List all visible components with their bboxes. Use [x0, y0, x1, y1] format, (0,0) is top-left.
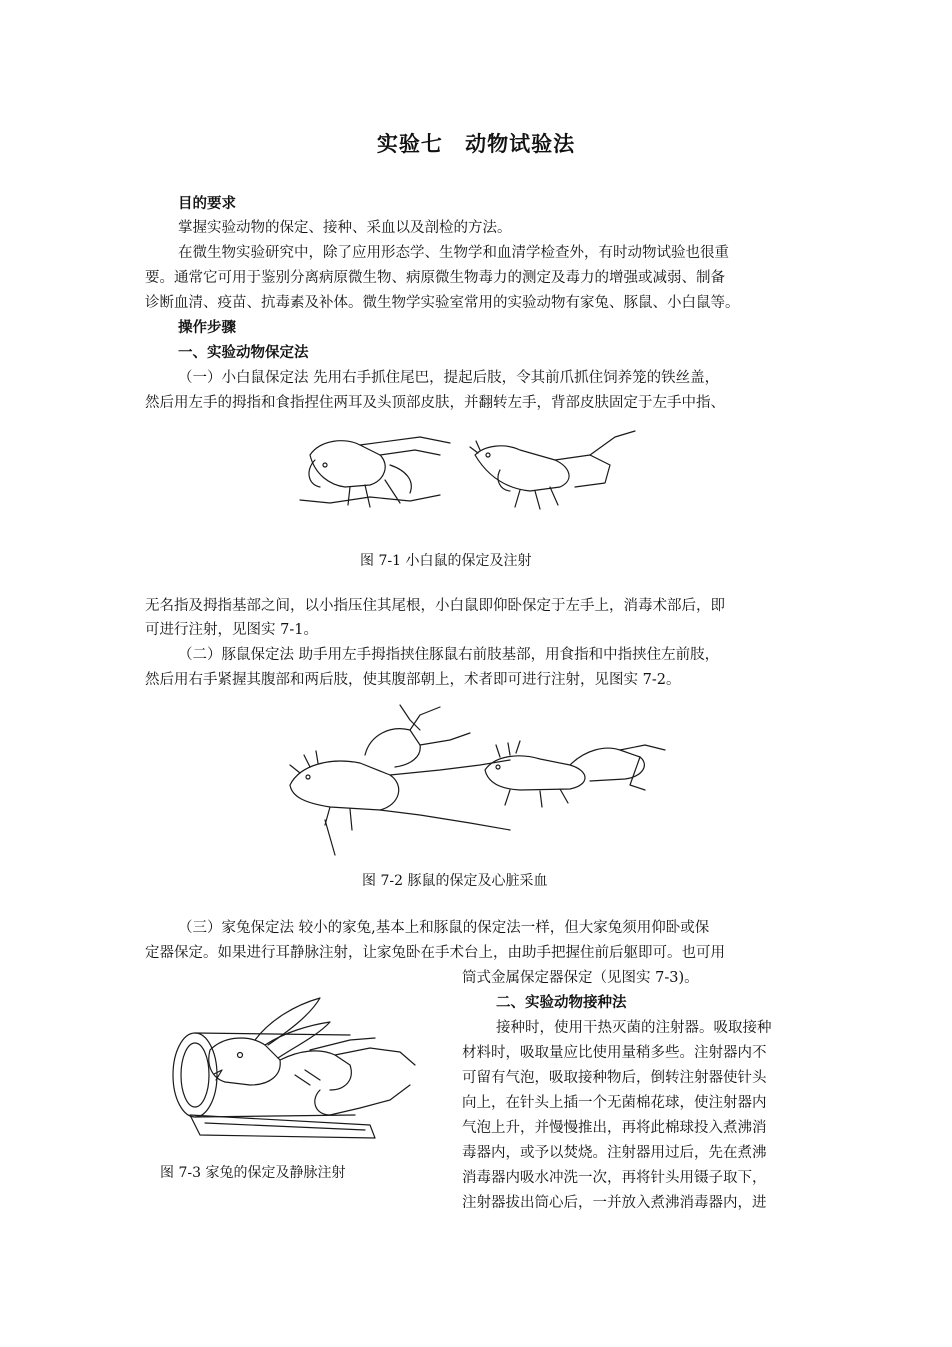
inoculation-line-6: 毒器内，或予以焚烧。注射器用过后，先在煮沸 — [462, 1145, 767, 1161]
mouse-para-line-2: 然后用左手的拇指和食指捏住两耳及头顶部皮肤，并翻转左手，背部皮肤固定于左手中指、 — [145, 395, 725, 411]
inoculation-line-3: 可留有气泡，吸取接种物后，倒转注射器使针头 — [462, 1070, 767, 1086]
inoculation-line-1: 接种时，使用干热灭菌的注射器。吸取接种 — [496, 1020, 772, 1036]
figure-7-2-guinea-pig-illustration — [270, 695, 680, 860]
inoculation-line-2: 材料时，吸取量应比使用量稍多些。注射器内不 — [462, 1045, 767, 1061]
rabbit-para-line-3: 筒式金属保定器保定（见图实 7-3)。 — [462, 970, 699, 986]
guinea-pig-para-line-1: （二）豚鼠保定法 助手用左手拇指挟住豚鼠右前肢基部，用食指和中指挟住左前肢， — [178, 647, 720, 663]
purpose-line-1: 掌握实验动物的保定、接种、采血以及剖检的方法。 — [178, 220, 512, 236]
purpose-line-4: 诊断血清、疫苗、抗毒素及补体。微生物学实验室常用的实验动物有家兔、豚鼠、小白鼠等。 — [145, 295, 740, 311]
mouse-para-cont-line-1: 无名指及拇指基部之间，以小指压住其尾根，小白鼠即仰卧保定于左手上，消毒术部后，即 — [145, 598, 725, 614]
figure-7-2-caption: 图 7-2 豚鼠的保定及心脏采血 — [362, 873, 548, 889]
steps-heading: 操作步骤 — [178, 320, 236, 336]
inoculation-line-5: 气泡上升，并慢慢推出，再将此棉球投入煮沸消 — [462, 1120, 767, 1136]
rabbit-para-line-2: 定器保定。如果进行耳静脉注射，让家兔卧在手术台上，由助手把握住前后躯即可。也可用 — [145, 945, 725, 961]
mouse-para-cont-line-2: 可进行注射，见图实 7-1。 — [145, 622, 318, 638]
inoculation-line-4: 向上，在针头上插一个无菌棉花球，使注射器内 — [462, 1095, 767, 1111]
purpose-line-2: 在微生物实验研究中，除了应用形态学、生物学和血清学检查外，有时动物试验也很重 — [178, 245, 729, 261]
inoculation-line-7: 消毒器内吸水冲洗一次，再将针头用镊子取下， — [462, 1170, 767, 1186]
figure-7-1-mouse-illustration — [290, 425, 650, 515]
section-two-heading: 二、实验动物接种法 — [496, 995, 627, 1011]
mouse-para-line-1: （一）小白鼠保定法 先用右手抓住尾巴，提起后肢，令其前爪抓住饲养笼的铁丝盖， — [178, 370, 720, 386]
purpose-heading: 目的要求 — [178, 196, 236, 212]
figure-7-3-caption: 图 7-3 家兔的保定及静脉注射 — [160, 1165, 346, 1181]
rabbit-para-line-1: （三）家兔保定法 较小的家兔,基本上和豚鼠的保定法一样，但大家兔须用仰卧或保 — [178, 920, 710, 936]
figure-7-1-caption: 图 7-1 小白鼠的保定及注射 — [360, 553, 532, 569]
figure-7-3-rabbit-illustration — [160, 990, 430, 1150]
page-title: 实验七 动物试验法 — [376, 132, 576, 156]
section-one-heading: 一、实验动物保定法 — [178, 345, 309, 361]
guinea-pig-para-line-2: 然后用右手紧握其腹部和两后肢，使其腹部朝上，术者即可进行注射，见图实 7-2。 — [145, 672, 681, 688]
purpose-line-3: 要。通常它可用于鉴别分离病原微生物、病原微生物毒力的测定及毒力的增强或减弱、制备 — [145, 270, 725, 286]
inoculation-line-8: 注射器拔出筒心后，一并放入煮沸消毒器内，进 — [462, 1195, 767, 1211]
